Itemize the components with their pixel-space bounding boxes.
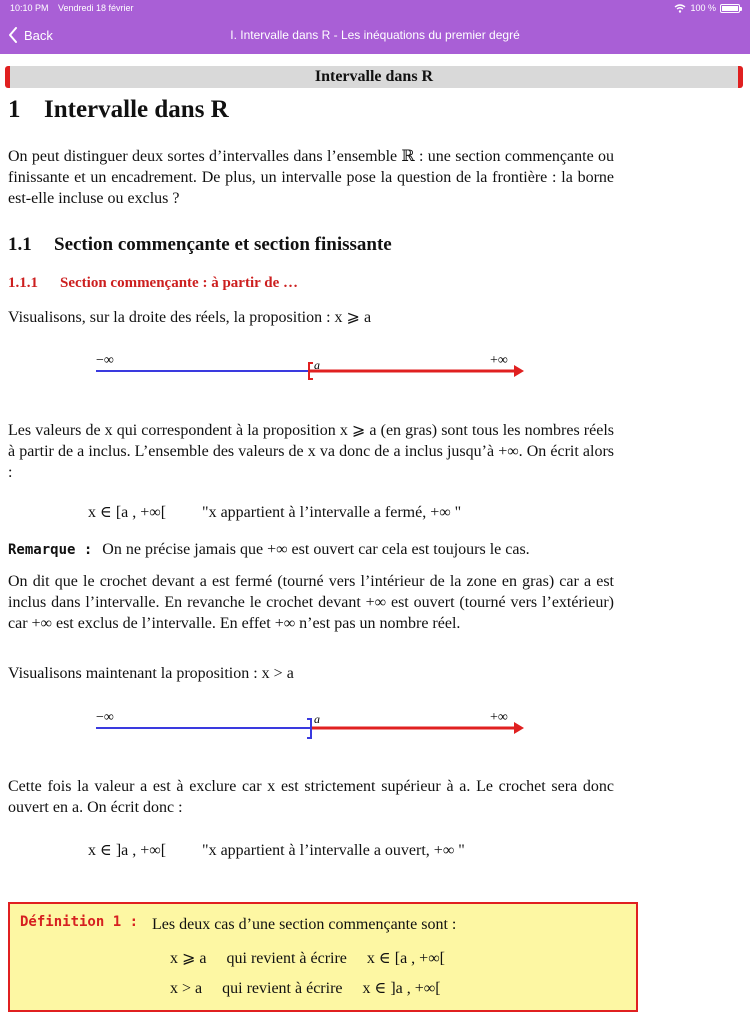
heading-2-text: Section commençante et section finissante — [54, 234, 392, 255]
formula-1 — [88, 502, 461, 522]
battery-percent: 100 % — [690, 3, 716, 13]
visual-1-text: Visualisons, sur la droite des réels, la proposition : x ⩾ a — [8, 309, 372, 326]
remarque-text: On ne précise jamais que +∞ est ouvert car cela est toujours le cas. — [102, 541, 530, 558]
axis-2-plus-infinity: +∞ — [490, 710, 508, 725]
axis-1-a-label: a — [314, 358, 320, 372]
definition-line-2 — [170, 978, 441, 998]
definition-box — [8, 902, 638, 1012]
definition-line-2-cond: x > a — [170, 980, 203, 997]
heading-1 — [8, 96, 229, 124]
formula-2 — [88, 840, 465, 860]
axis-2-a-label: a — [314, 712, 320, 726]
battery-icon — [720, 4, 740, 13]
axis-1-plus-infinity: +∞ — [490, 353, 508, 368]
formula-2-text: "x appartient à l’intervalle a ouvert, +∞ " — [202, 842, 465, 859]
heading-2-number: 1.1 — [8, 234, 32, 255]
back-label: Back — [24, 27, 53, 43]
formula-1-math: x ∈ [a , +∞[ — [88, 504, 167, 521]
definition-line-1-interval: x ∈ [a , +∞[ — [366, 950, 445, 967]
status-time: 10:10 PM — [10, 3, 49, 13]
section-title-bar: Intervalle dans R — [5, 66, 743, 88]
paragraph-2: Les valeurs de x qui correspondent à la proposition x ⩾ a (en gras) sont tous les nombres réels à partir de a inclus. L’ensemble des valeurs de x va donc de a inclus jusqu’à +∞. On écrit alors : — [8, 422, 614, 481]
heading-3-text: Section commençante : à partir de … — [60, 275, 299, 291]
status-right — [674, 3, 740, 13]
paragraph-3: On dit que le crochet devant a est fermé (tourné vers l’intérieur de la zone en gras) car a est inclus dans l’intervalle. En revanche le crochet devant +∞ est ouvert (tourné vers l’extérieur) car +∞ est exclus de l’intervalle. En effet +∞ n’est pas un nombre réel. — [8, 573, 614, 632]
axis-2-minus-infinity: −∞ — [96, 710, 114, 725]
heading-1-text: Intervalle dans R — [44, 96, 229, 123]
definition-line-1-mid: qui revient à écrire — [226, 950, 347, 967]
wifi-icon — [674, 4, 686, 13]
remarque — [8, 541, 530, 559]
heading-1-number: 1 — [8, 96, 21, 123]
definition-heading: Les deux cas d’une section commençante sont : — [152, 916, 457, 933]
definition-line-2-interval: x ∈ ]a , +∞[ — [362, 980, 441, 997]
visual-2-text: Visualisons maintenant la proposition : x > a — [8, 665, 294, 682]
intro-paragraph: On peut distinguer deux sortes d’intervalles dans l’ensemble ℝ : une section commençante ou finissante et un encadrement. De plus, un intervalle pose la question de la frontière : la borne est-elle incluse ou exclus ? — [8, 148, 614, 207]
heading-2 — [8, 234, 392, 256]
remarque-label: Remarque : — [8, 542, 93, 558]
definition-label: Définition 1 : — [20, 914, 139, 930]
number-line-1 — [90, 350, 530, 385]
number-line-2 — [90, 707, 530, 742]
definition-line-1 — [170, 948, 445, 968]
nav-title: I. Intervalle dans R - Les inéquations du premier degré — [230, 28, 520, 42]
status-bar — [0, 0, 750, 18]
axis-1-minus-infinity: −∞ — [96, 353, 114, 368]
definition-line-1-cond: x ⩾ a — [170, 950, 207, 967]
heading-3-number: 1.1.1 — [8, 275, 38, 291]
status-date: Vendredi 18 février — [58, 3, 134, 13]
axis-2-arrow-icon — [514, 722, 524, 734]
formula-2-math: x ∈ ]a , +∞[ — [88, 842, 167, 859]
heading-3 — [8, 275, 298, 292]
nav-bar — [0, 18, 750, 54]
formula-1-text: "x appartient à l’intervalle a fermé, +∞ " — [202, 504, 462, 521]
axis-1-arrow-icon — [514, 365, 524, 377]
definition-line-2-mid: qui revient à écrire — [222, 980, 343, 997]
paragraph-4: Cette fois la valeur a est à exclure car x est strictement supérieur à a. Le crochet sera donc ouvert en a. On écrit donc : — [8, 778, 614, 816]
